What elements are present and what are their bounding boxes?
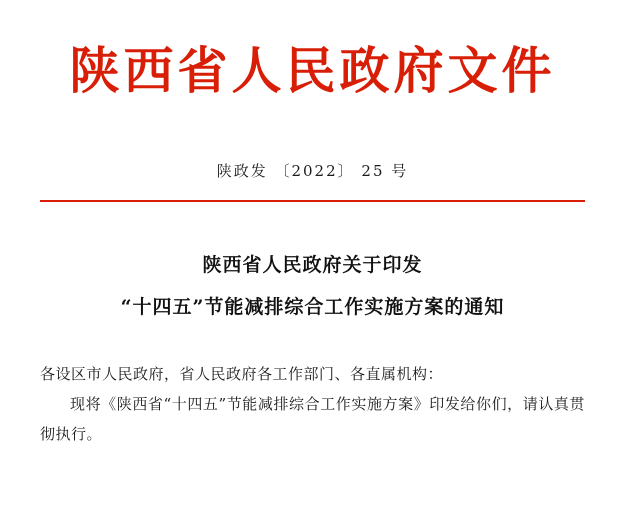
- salutation-line: 各设区市人民政府，省人民政府各工作部门、各直属机构：: [40, 364, 444, 383]
- document-body: [40, 359, 585, 449]
- document-title: [0, 250, 625, 323]
- document-number: 陕政发 〔2022〕 25 号: [216, 161, 409, 180]
- body-paragraph-1: 现将《陕西省“十四五”节能减排综合工作实施方案》印发给你们，请认真贯彻执行。: [40, 394, 585, 443]
- title-line-one: 陕西省人民政府关于印发: [202, 254, 423, 276]
- red-divider-rule: [40, 200, 585, 203]
- title-line-two: “十四五”节能减排综合工作实施方案的通知: [120, 296, 505, 319]
- masthead: [0, 0, 625, 100]
- masthead-title: 陕西省人民政府文件: [69, 41, 556, 100]
